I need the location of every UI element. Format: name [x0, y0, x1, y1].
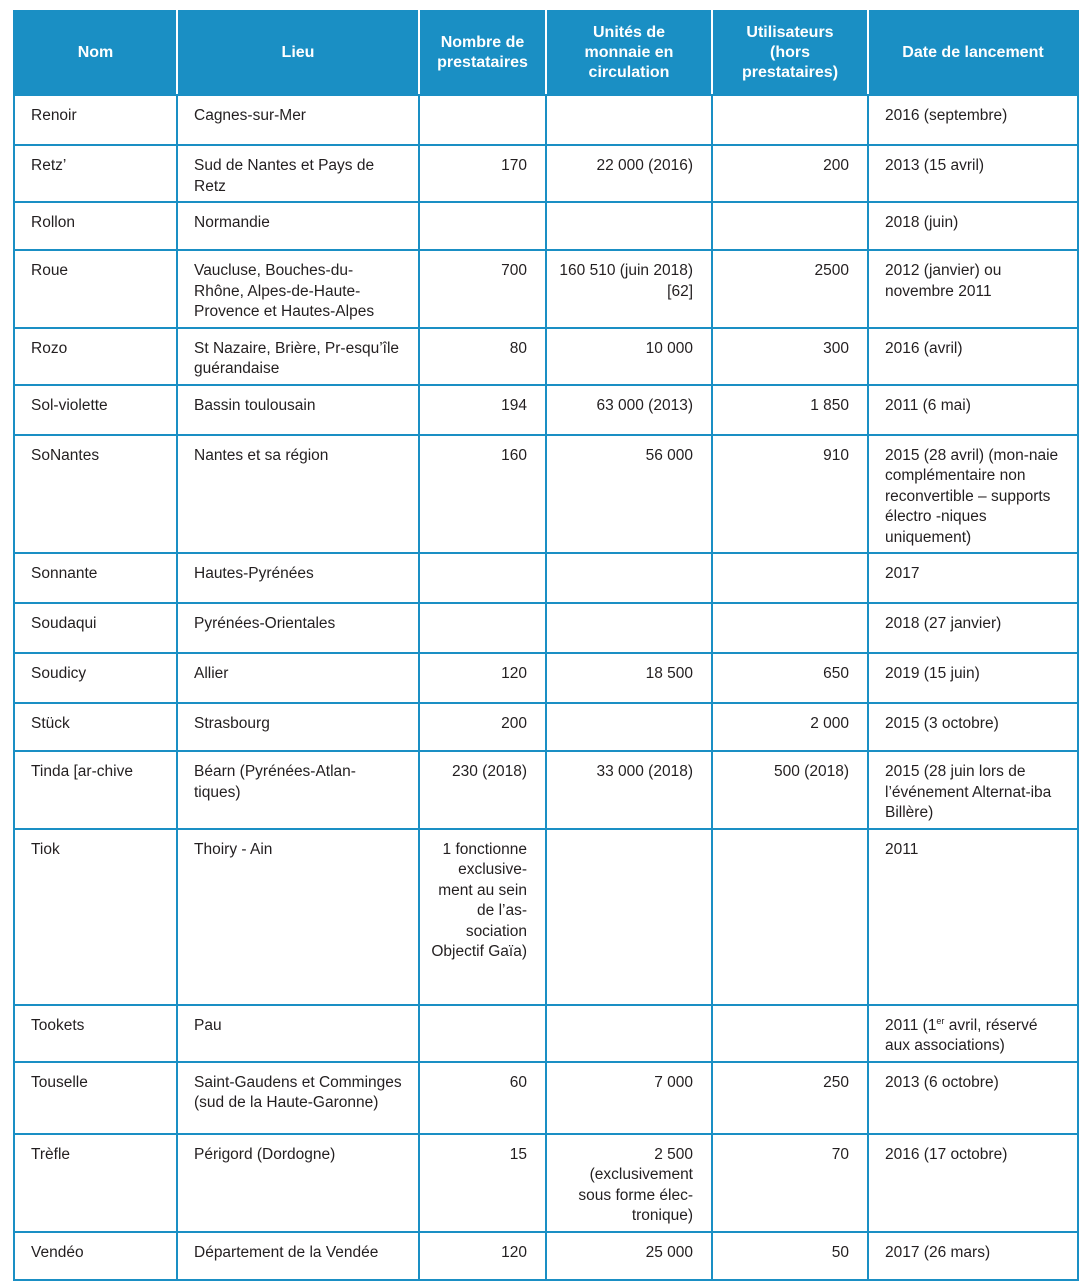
- cell-lieu: Cagnes-sur-Mer: [177, 95, 419, 145]
- cell-nom: Soudaqui: [14, 603, 177, 653]
- cell-unites: [546, 95, 712, 145]
- cell-date: 2017 (26 mars): [868, 1232, 1078, 1280]
- cell-prestataires: 1 fonctionne exclusive-ment au sein de l’as-sociation Objectif Gaïa): [419, 829, 546, 1005]
- cell-nom: Soudicy: [14, 653, 177, 703]
- cell-prestataires: 15: [419, 1134, 546, 1232]
- cell-unites: 160 510 (juin 2018)[62]: [546, 250, 712, 328]
- cell-lieu: Hautes-Pyrénées: [177, 553, 419, 603]
- cell-nom: Renoir: [14, 95, 177, 145]
- cell-nom: Sol-violette: [14, 385, 177, 435]
- cell-utilisateurs: 300: [712, 328, 868, 385]
- cell-utilisateurs: 70: [712, 1134, 868, 1232]
- cell-date: 2018 (juin): [868, 202, 1078, 250]
- column-header-unites: Unités de monnaie en circulation: [546, 11, 712, 95]
- cell-date: 2017: [868, 553, 1078, 603]
- cell-utilisateurs: [712, 1005, 868, 1062]
- cell-date: 2018 (27 janvier): [868, 603, 1078, 653]
- cell-nom: Touselle: [14, 1062, 177, 1134]
- table-row: [14, 1232, 1078, 1280]
- cell-date: 2016 (17 octobre): [868, 1134, 1078, 1232]
- ordinal-superscript: er: [936, 1015, 945, 1026]
- cell-utilisateurs: 1 850: [712, 385, 868, 435]
- table-row: [14, 1134, 1078, 1232]
- cell-unites: [546, 829, 712, 1005]
- cell-date: 2011 (6 mai): [868, 385, 1078, 435]
- column-header-utilisateurs: Utilisateurs (hors prestataires): [712, 11, 868, 95]
- cell-unites: 22 000 (2016): [546, 145, 712, 202]
- cell-prestataires: 60: [419, 1062, 546, 1134]
- cell-date: 2015 (3 octobre): [868, 703, 1078, 751]
- cell-lieu: Périgord (Dordogne): [177, 1134, 419, 1232]
- cell-utilisateurs: 200: [712, 145, 868, 202]
- cell-prestataires: [419, 202, 546, 250]
- table-row: [14, 95, 1078, 145]
- cell-prestataires: 170: [419, 145, 546, 202]
- table-row: [14, 145, 1078, 202]
- column-header-date: Date de lancement: [868, 11, 1078, 95]
- cell-utilisateurs: 50: [712, 1232, 868, 1280]
- cell-lieu: Béarn (Pyrénées-Atlan-tiques): [177, 751, 419, 829]
- cell-nom: Sonnante: [14, 553, 177, 603]
- cell-utilisateurs: 2500: [712, 250, 868, 328]
- cell-lieu: Thoiry - Ain: [177, 829, 419, 1005]
- column-header-nom: Nom: [14, 11, 177, 95]
- table-row: [14, 553, 1078, 603]
- cell-unites: 2 500 (exclusivement sous forme élec-tronique): [546, 1134, 712, 1232]
- cell-unites: [546, 553, 712, 603]
- cell-lieu: Saint-Gaudens et Comminges (sud de la Haute-Garonne): [177, 1062, 419, 1134]
- cell-utilisateurs: 910: [712, 435, 868, 554]
- cell-utilisateurs: [712, 95, 868, 145]
- cell-utilisateurs: [712, 603, 868, 653]
- cell-lieu: Nantes et sa région: [177, 435, 419, 554]
- cell-nom: Tiok: [14, 829, 177, 1005]
- table-row: [14, 703, 1078, 751]
- table-row: [14, 603, 1078, 653]
- table-row: [14, 751, 1078, 829]
- cell-prestataires: 200: [419, 703, 546, 751]
- cell-nom: Stück: [14, 703, 177, 751]
- cell-lieu: Pyrénées-Orientales: [177, 603, 419, 653]
- cell-unites: [546, 202, 712, 250]
- cell-unites: [546, 703, 712, 751]
- table-row: [14, 653, 1078, 703]
- cell-utilisateurs: [712, 202, 868, 250]
- cell-prestataires: 194: [419, 385, 546, 435]
- cell-unites: 33 000 (2018): [546, 751, 712, 829]
- table-row: [14, 385, 1078, 435]
- cell-nom: Tinda [ar-chive: [14, 751, 177, 829]
- cell-lieu: Vaucluse, Bouches-du-Rhône, Alpes-de-Haute-Provence et Hautes-Alpes: [177, 250, 419, 328]
- cell-prestataires: [419, 553, 546, 603]
- cell-unites: 25 000: [546, 1232, 712, 1280]
- table-row: [14, 250, 1078, 328]
- cell-utilisateurs: [712, 553, 868, 603]
- cell-unites: 18 500: [546, 653, 712, 703]
- cell-prestataires: 120: [419, 1232, 546, 1280]
- cell-unites: 7 000: [546, 1062, 712, 1134]
- cell-lieu: Allier: [177, 653, 419, 703]
- cell-nom: Retz’: [14, 145, 177, 202]
- cell-unites: [546, 1005, 712, 1062]
- cell-lieu: Sud de Nantes et Pays de Retz: [177, 145, 419, 202]
- cell-prestataires: [419, 95, 546, 145]
- cell-utilisateurs: [712, 829, 868, 1005]
- cell-date: 2019 (15 juin): [868, 653, 1078, 703]
- cell-lieu: Normandie: [177, 202, 419, 250]
- cell-date: 2011: [868, 829, 1078, 1005]
- cell-prestataires: 80: [419, 328, 546, 385]
- table-row: [14, 829, 1078, 1005]
- cell-lieu: Département de la Vendée: [177, 1232, 419, 1280]
- cell-unites: 10 000: [546, 328, 712, 385]
- cell-prestataires: [419, 603, 546, 653]
- cell-date: 2015 (28 avril) (mon-naie complémentaire non reconvertible – supports électro -niques uniquement): [868, 435, 1078, 554]
- column-header-lieu: Lieu: [177, 11, 419, 95]
- cell-utilisateurs: 2 000: [712, 703, 868, 751]
- table-row: [14, 328, 1078, 385]
- cell-unites: 63 000 (2013): [546, 385, 712, 435]
- cell-utilisateurs: 250: [712, 1062, 868, 1134]
- cell-date: 2016 (avril): [868, 328, 1078, 385]
- cell-prestataires: 230 (2018): [419, 751, 546, 829]
- table-row: [14, 1062, 1078, 1134]
- cell-date: 2013 (15 avril): [868, 145, 1078, 202]
- cell-date: 2015 (28 juin lors de l’événement Alternat-iba Billère): [868, 751, 1078, 829]
- cell-nom: Tookets: [14, 1005, 177, 1062]
- column-header-prestataires: Nombre de prestataires: [419, 11, 546, 95]
- cell-prestataires: 120: [419, 653, 546, 703]
- cell-lieu: Pau: [177, 1005, 419, 1062]
- table-row: [14, 1005, 1078, 1062]
- cell-date: 2011 (1er avril, réservé aux associations): [868, 1005, 1078, 1062]
- cell-utilisateurs: 500 (2018): [712, 751, 868, 829]
- currency-table: [13, 10, 1079, 1281]
- cell-lieu: Strasbourg: [177, 703, 419, 751]
- cell-date: 2012 (janvier) ou novembre 2011: [868, 250, 1078, 328]
- cell-unites: 56 000: [546, 435, 712, 554]
- cell-prestataires: 700: [419, 250, 546, 328]
- cell-nom: Rozo: [14, 328, 177, 385]
- cell-nom: Rollon: [14, 202, 177, 250]
- table-row: [14, 435, 1078, 554]
- cell-nom: Roue: [14, 250, 177, 328]
- cell-nom: Vendéo: [14, 1232, 177, 1280]
- cell-lieu: St Nazaire, Brière, Pr-esqu’île guérandaise: [177, 328, 419, 385]
- cell-nom: Trèfle: [14, 1134, 177, 1232]
- cell-unites: [546, 603, 712, 653]
- cell-date: 2013 (6 octobre): [868, 1062, 1078, 1134]
- table-row: [14, 202, 1078, 250]
- table-container: [13, 10, 1077, 1281]
- cell-nom: SoNantes: [14, 435, 177, 554]
- cell-prestataires: 160: [419, 435, 546, 554]
- cell-lieu: Bassin toulousain: [177, 385, 419, 435]
- cell-utilisateurs: 650: [712, 653, 868, 703]
- cell-date: 2016 (septembre): [868, 95, 1078, 145]
- header-row: [14, 11, 1078, 95]
- cell-prestataires: [419, 1005, 546, 1062]
